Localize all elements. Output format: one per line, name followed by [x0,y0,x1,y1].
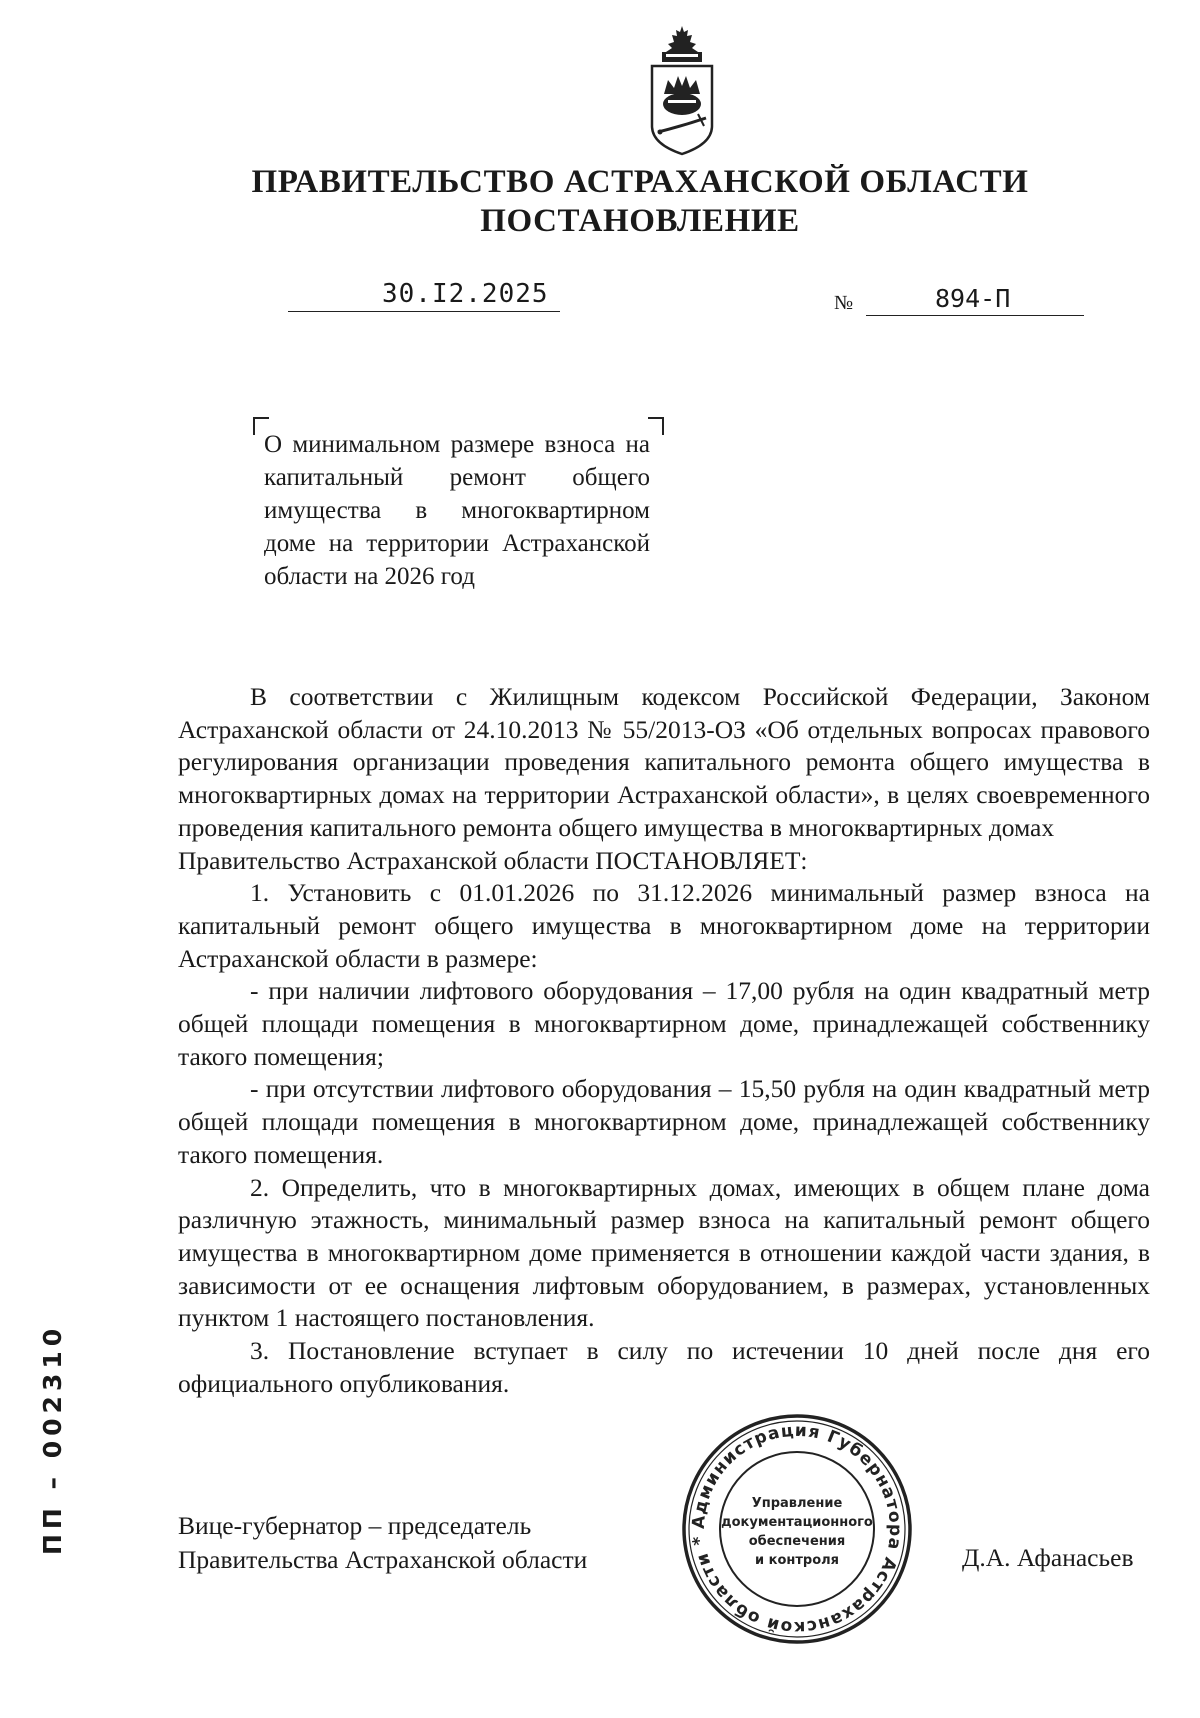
registration-number: ПП – 002310 [38,1323,67,1555]
number-sign: № [834,292,854,314]
stamp-ring-text: Администрация Губернатора Астраханской области * [688,1420,906,1638]
stamp-center-line1: Управление [751,1496,843,1511]
government-name: ПРАВИТЕЛЬСТВО АСТРАХАНСКОЙ ОБЛАСТИ [251,164,1029,200]
stamp-center-line4: и контроля [754,1553,840,1568]
subject-bracket-right [648,417,664,435]
item-1-paragraph: 1. Установить с 01.01.2026 по 31.12.2026 минимальный размер взноса на капитальный ремонт общего имущества в многоквартирном доме на территории Астраханской области в размере: [178,878,1150,973]
document-body [178,681,1150,1400]
signatory-title-line2: Правительства Астраханской области [178,1545,588,1574]
document-number: 894-П [935,284,1011,313]
stamp-center-line3: обеспечения [748,1534,846,1549]
coat-of-arms-icon [642,22,722,158]
item-1a-paragraph: - при наличии лифтового оборудования – 17,00 рубля на один квадратный метр общей площади помещения в многоквартирном доме, принадлежащей собственнику такого помещения; [178,976,1150,1071]
signatory-title [178,1509,587,1577]
preamble-paragraph: В соответствии с Жилищным кодексом Российской Федерации, Законом Астраханской области от 24.10.2013 № 55/2013-ОЗ «Об отдельных вопросах правового регулирования организации проведения капитального ремонта общего имущества в многоквартирных домах на территории Астраханской области», в целях своевременного проведения капитального ремонта общего имущества в многоквартирных домах [178,682,1150,842]
document-date: 30.I2.2025 [382,279,549,309]
item-2-paragraph: 2. Определить, что в многоквартирных домах, имеющих в общем плане дома различную этажность, минимальный размер взноса на капитальный ремонт общего имущества в многоквартирном доме применяется в отношении каждой части здания, в зависимости от ее оснащения лифтовым оборудованием, в размерах, установленных пунктом 1 настоящего постановления. [178,1172,1150,1333]
number-underline [866,315,1084,316]
date-underline [288,311,560,312]
item-1b-paragraph: - при отсутствии лифтового оборудования – 15,50 рубля на один квадратный метр общей площади помещения в многоквартирном доме, принадлежащей собственнику такого помещения. [178,1074,1150,1169]
signatory-title-line1: Вице-губернатор – председатель [178,1511,532,1540]
stamp-center-line2: документационного [721,1515,873,1530]
document-type: ПОСТАНОВЛЕНИЕ [480,203,800,239]
item-3-paragraph: 3. Постановление вступает в силу по истечении 10 дней после дня его официального опубликования. [178,1336,1150,1398]
document-subject: О минимальном размере взноса на капитальный ремонт общего имущества в многоквартирном доме на территории Астраханской области на 2026 год [264,431,650,590]
decree-line: Правительство Астраханской области ПОСТАНОВЛЯЕТ: [178,845,808,875]
official-stamp [680,1412,914,1646]
signatory-name: Д.А. Афанасьев [962,1543,1134,1572]
